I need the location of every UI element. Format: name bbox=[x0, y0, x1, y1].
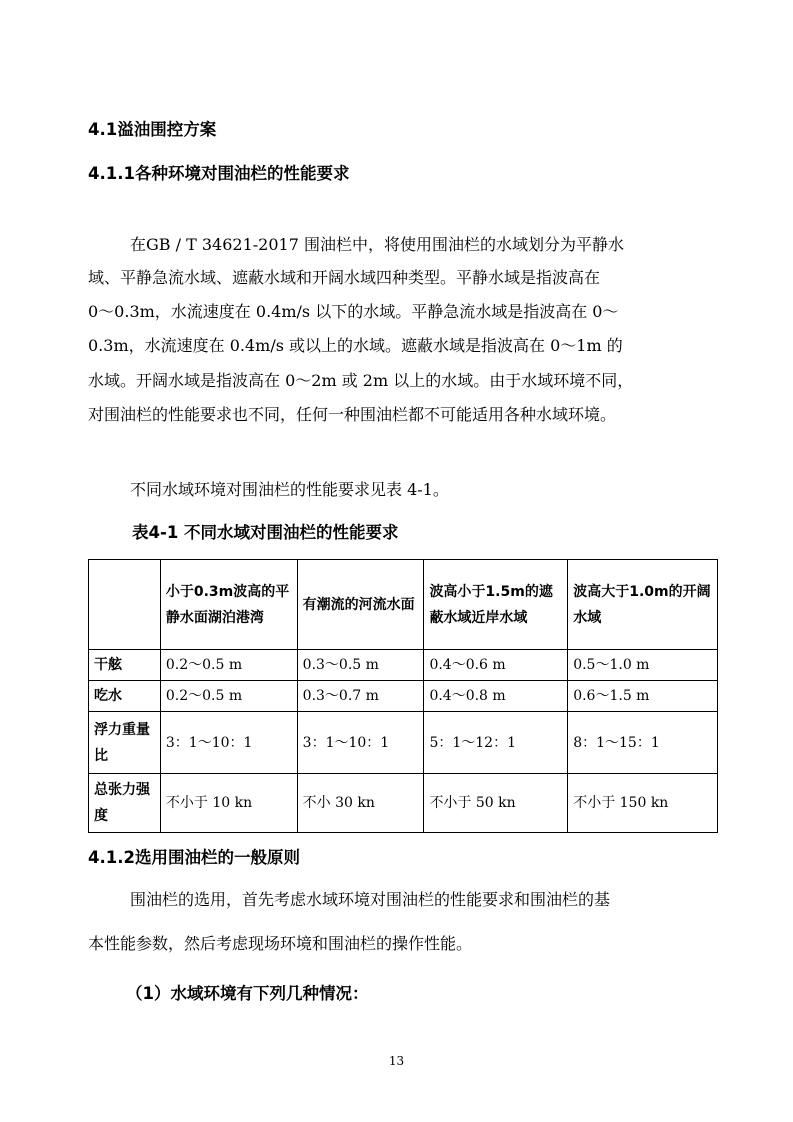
list-heading: （1）水域环境有下列几种情况： bbox=[126, 984, 369, 1003]
table-row bbox=[89, 774, 718, 833]
subsection-title: 4.1.2选用围油栏的一般原则 bbox=[88, 848, 300, 867]
paragraph-line: 0～0.3m，水流速度在 0.4m/s 以下的水域。平静急流水域是指波高在 0～ bbox=[88, 302, 619, 321]
table-cell: 不小于 50 kn bbox=[424, 774, 568, 833]
table-cell: 0.4～0.8 m bbox=[424, 681, 568, 712]
page-number: 13 bbox=[388, 1054, 405, 1068]
table-cell: 不小于 10 kn bbox=[160, 774, 297, 833]
row-label: 浮力重量比 bbox=[89, 712, 161, 774]
paragraph: 不同水域环境对围油栏的性能要求见表 4-1。 bbox=[130, 480, 449, 499]
table-cell: 0.4～0.6 m bbox=[424, 650, 568, 681]
section-title: 4.1溢油围控方案 bbox=[88, 120, 217, 139]
table-cell: 0.3～0.5 m bbox=[297, 650, 424, 681]
table-cell: 3：1～10：1 bbox=[297, 712, 424, 774]
subsection-title: 4.1.1各种环境对围油栏的性能要求 bbox=[88, 164, 350, 183]
table-row bbox=[89, 681, 718, 712]
table-cell: 0.5～1.0 m bbox=[568, 650, 718, 681]
table-cell: 不小于 150 kn bbox=[568, 774, 718, 833]
table-cell: 不小 30 kn bbox=[297, 774, 424, 833]
paragraph-line: 对围油栏的性能要求也不同，任何一种围油栏都不可能适用各种水域环境。 bbox=[88, 405, 617, 424]
paragraph-line: 在GB / T 34621-2017 围油栏中，将使用围油栏的水域划分为平静水 bbox=[130, 235, 624, 254]
performance-table bbox=[88, 559, 718, 833]
paragraph-line: 本性能参数，然后考虑现场环境和围油栏的操作性能。 bbox=[88, 934, 473, 953]
table-header-cell: 有潮流的河流水面 bbox=[297, 560, 424, 650]
table-header-cell: 小于0.3m波高的平静水面湖泊港湾 bbox=[160, 560, 297, 650]
table-cell: 5：1～12：1 bbox=[424, 712, 568, 774]
table-cell: 0.2～0.5 m bbox=[160, 681, 297, 712]
table-cell: 8：1～15：1 bbox=[568, 712, 718, 774]
row-label: 吃水 bbox=[89, 681, 161, 712]
table-cell: 0.6～1.5 m bbox=[568, 681, 718, 712]
row-label: 干舷 bbox=[89, 650, 161, 681]
table-cell: 0.3～0.7 m bbox=[297, 681, 424, 712]
table-header-row bbox=[89, 560, 718, 650]
row-label: 总张力强度 bbox=[89, 774, 161, 833]
table-header-cell bbox=[89, 560, 161, 650]
table-cell: 3：1～10：1 bbox=[160, 712, 297, 774]
paragraph-line: 域、平静急流水域、遮蔽水域和开阔水域四种类型。平静水域是指波高在 bbox=[88, 268, 601, 287]
paragraph-line: 水域。开阔水域是指波高在 0～2m 或 2m 以上的水域。由于水域环境不同， bbox=[88, 371, 634, 390]
paragraph-line: 0.3m，水流速度在 0.4m/s 或以上的水域。遮蔽水域是指波高在 0～1m 的 bbox=[88, 336, 623, 355]
table-caption: 表4-1 不同水域对围油栏的性能要求 bbox=[132, 523, 399, 542]
table-header-cell: 波高小于1.5m的遮蔽水域近岸水域 bbox=[424, 560, 568, 650]
paragraph-line: 围油栏的选用，首先考虑水域环境对围油栏的性能要求和围油栏的基 bbox=[130, 890, 611, 909]
table-row bbox=[89, 650, 718, 681]
table-row bbox=[89, 712, 718, 774]
table-cell: 0.2～0.5 m bbox=[160, 650, 297, 681]
table-header-cell: 波高大于1.0m的开阔水域 bbox=[568, 560, 718, 650]
